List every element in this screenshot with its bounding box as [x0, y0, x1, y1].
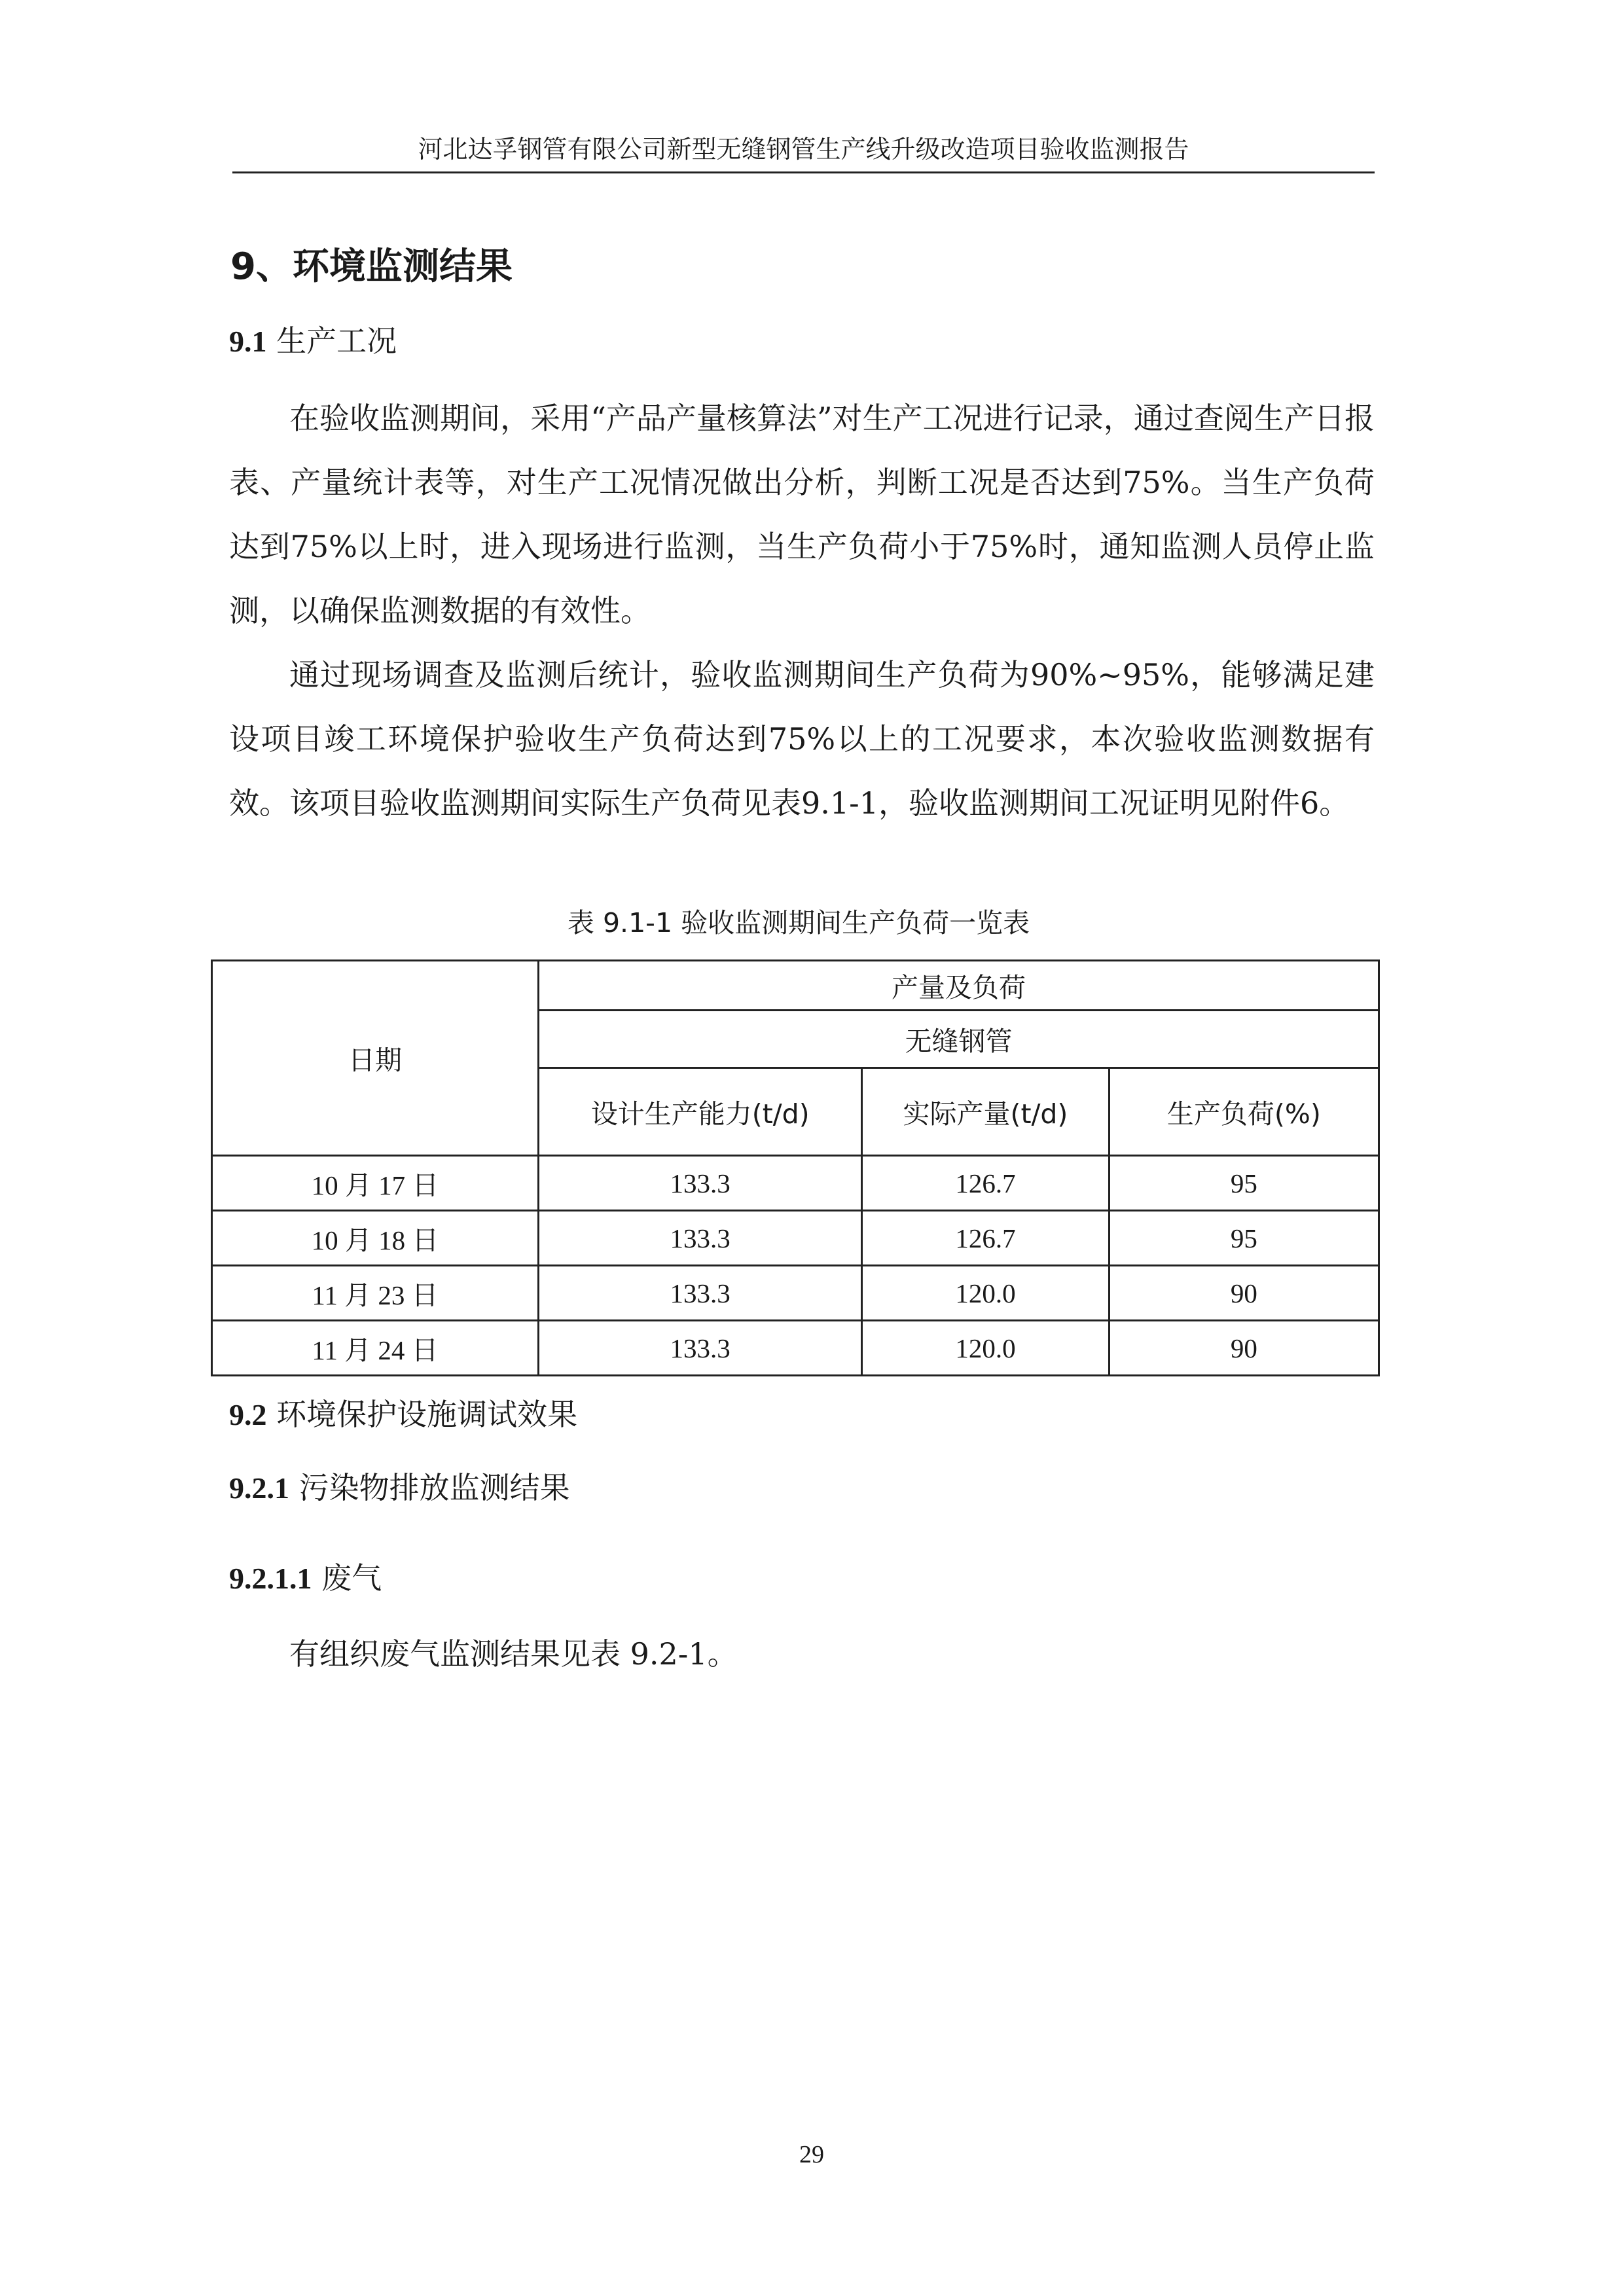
header-actual-output: 实际产量(t/d) [862, 1068, 1109, 1156]
table-row [212, 1266, 1379, 1321]
header-design-capacity: 设计生产能力(t/d) [539, 1068, 862, 1156]
cell-load: 90 [1109, 1266, 1379, 1321]
paragraph-exhaust-reference: 有组织废气监测结果见表 9.2-1。 [289, 1636, 738, 1672]
header-load-percent: 生产负荷(%) [1109, 1068, 1379, 1156]
table-caption: 表 9.1-1 验收监测期间生产负荷一览表 [567, 907, 1030, 939]
running-header: 河北达孚钢管有限公司新型无缝钢管生产线升级改造项目验收监测报告 [418, 135, 1189, 164]
section-title: 生产工况 [276, 323, 397, 359]
section-heading-9-2-1-1 [229, 1556, 382, 1600]
cell-date: 11 月 24 日 [212, 1321, 539, 1376]
cell-actual: 126.7 [862, 1156, 1109, 1211]
cell-design: 133.3 [539, 1211, 862, 1266]
table-row [212, 1211, 1379, 1266]
cell-load: 95 [1109, 1156, 1379, 1211]
section-heading-9: 9、环境监测结果 [230, 245, 513, 288]
cell-actual: 126.7 [862, 1211, 1109, 1266]
header-product: 无缝钢管 [539, 1011, 1379, 1068]
cell-load: 95 [1109, 1211, 1379, 1266]
section-title: 废气 [321, 1560, 382, 1596]
cell-actual: 120.0 [862, 1321, 1109, 1376]
paragraph-load-summary: 通过现场调查及监测后统计，验收监测期间生产负荷为90%~95%，能够满足建设项目竣工环境保护验收生产负荷达到75%以上的工况要求，本次验收监测数据有效。该项目验收监测期间实际生产负荷见表9.1-1，验收监测期间工况证明见附件6。 [229, 657, 1375, 821]
section-heading-9-2 [229, 1393, 577, 1437]
cell-design: 133.3 [539, 1156, 862, 1211]
section-number: 9.1 [229, 325, 267, 358]
section-number: 9.2.1.1 [229, 1562, 312, 1595]
production-load-table [211, 960, 1380, 1376]
table-row [212, 1321, 1379, 1376]
cell-design: 133.3 [539, 1266, 862, 1321]
header-rule [232, 171, 1375, 173]
cell-load: 90 [1109, 1321, 1379, 1376]
section-title: 污染物排放监测结果 [298, 1470, 570, 1505]
header-output-load: 产量及负荷 [539, 961, 1379, 1011]
section-number: 9.2 [229, 1398, 267, 1431]
section-title: 环境保护设施调试效果 [276, 1397, 578, 1432]
table-row [212, 1156, 1379, 1211]
cell-date: 10 月 18 日 [212, 1211, 539, 1266]
cell-date: 11 月 23 日 [212, 1266, 539, 1321]
cell-actual: 120.0 [862, 1266, 1109, 1321]
section-heading-9-2-1 [229, 1466, 570, 1510]
cell-date: 10 月 17 日 [212, 1156, 539, 1211]
section-heading-9-1 [229, 319, 397, 363]
header-date: 日期 [212, 961, 539, 1156]
cell-design: 133.3 [539, 1321, 862, 1376]
paragraph-operating-conditions: 在验收监测期间，采用“产品产量核算法”对生产工况进行记录，通过查阅生产日报表、产量统计表等，对生产工况情况做出分析，判断工况是否达到75%。当生产负荷达到75%以上时，进入现场进行监测，当生产负荷小于75%时，通知监测人员停止监测，以确保监测数据的有效性。 [229, 401, 1375, 628]
page-number: 29 [799, 2141, 824, 2168]
table-header-row [212, 961, 1379, 1011]
section-number: 9.2.1 [229, 1471, 289, 1505]
